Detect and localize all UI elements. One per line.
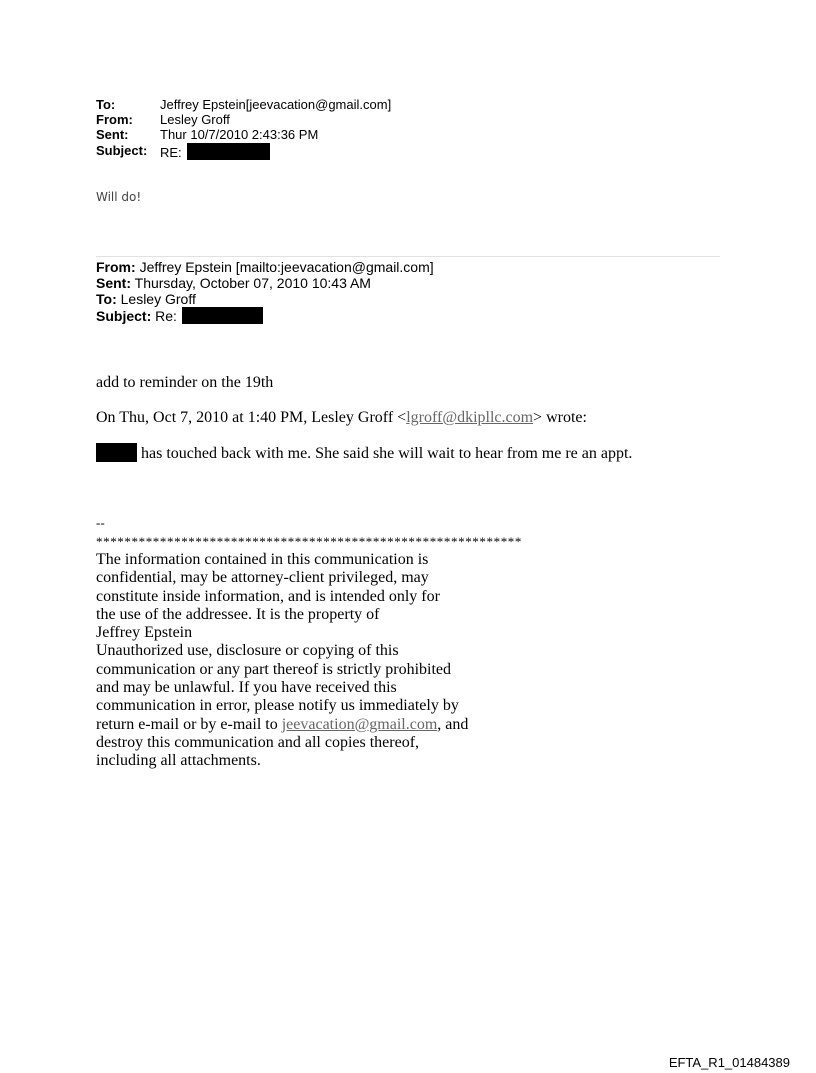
disclaimer-line: confidential, may be attorney-client privileged, may [96,569,429,587]
to-value: Jeffrey Epstein[jeevacation@gmail.com] [160,97,392,112]
attribution-prefix: On Thu, Oct 7, 2010 at 1:40 PM, Lesley Groff < [96,409,407,426]
quoted-subject-prefix: Re: [155,308,177,324]
disclaimer-line: communication in error, please notify us immediately by [96,697,459,715]
redaction-box [96,443,137,462]
from-value: Lesley Groff [160,112,230,127]
disclaimer-line: The information contained in this communication is [96,551,429,568]
quoted-subject-label: Subject: [96,308,152,324]
redaction-box [187,143,270,160]
disclaimer-email-prefix: return e-mail or by e-mail to [96,715,282,733]
quoted-sent-value: Thursday, October 07, 2010 10:43 AM [134,275,371,291]
attribution-suffix: > wrote: [533,409,587,426]
disclaimer-email-suffix: , and [437,715,469,733]
divider [96,256,720,257]
subject-label: Subject: [96,143,148,158]
disclaimer-line: Unauthorized use, disclosure or copying of this [96,642,399,660]
subject-prefix: RE: [160,145,182,160]
from-label: From: [96,112,133,127]
disclaimer [96,551,468,771]
quoted-message-line [96,443,632,463]
to-label: To: [96,97,116,112]
sent-label: Sent: [96,127,129,142]
redaction-box [182,307,263,324]
disclaimer-email-line [96,716,468,734]
disclaimer-line: destroy this communication and all copies thereof, [96,733,420,751]
attribution-email-link[interactable]: lgroff@dkipllc.com [406,409,534,426]
quoted-sent-label: Sent: [96,275,131,291]
disclaimer-email-link[interactable]: jeevacation@gmail.com [281,715,438,733]
signature-stars: ************************************************************ [96,534,522,549]
quoted-to-line [96,291,196,307]
quoted-from-label: From: [96,259,136,275]
disclaimer-line: including all attachments. [96,752,261,770]
reply-body: Will do! [96,190,142,204]
disclaimer-line: Jeffrey Epstein [96,624,193,642]
subject-value [160,143,270,160]
disclaimer-line: communication or any part thereof is strictly prohibited [96,660,452,678]
quoted-sent-line [96,275,371,291]
quoted-to-label: To: [96,291,117,307]
quoted-subject-line [96,307,263,324]
attribution-line [96,409,587,427]
sent-value: Thur 10/7/2010 2:43:36 PM [160,127,319,142]
quoted-from-line [96,259,434,275]
disclaimer-line: constitute inside information, and is intended only for [96,587,440,605]
quoted-to-value: Lesley Groff [120,291,196,307]
disclaimer-line: and may be unlawful. If you have received this [96,679,397,697]
disclaimer-line: the use of the addressee. It is the property of [96,605,380,623]
signature-dashes: -- [96,515,105,530]
quoted-body-line: add to reminder on the 19th [96,374,274,391]
quoted-message-text: has touched back with me. She said she will wait to hear from me re an appt. [141,445,633,462]
document-id: EFTA_R1_01484389 [668,1055,790,1070]
quoted-from-value: Jeffrey Epstein [mailto:jeevacation@gmail.com] [139,259,434,275]
